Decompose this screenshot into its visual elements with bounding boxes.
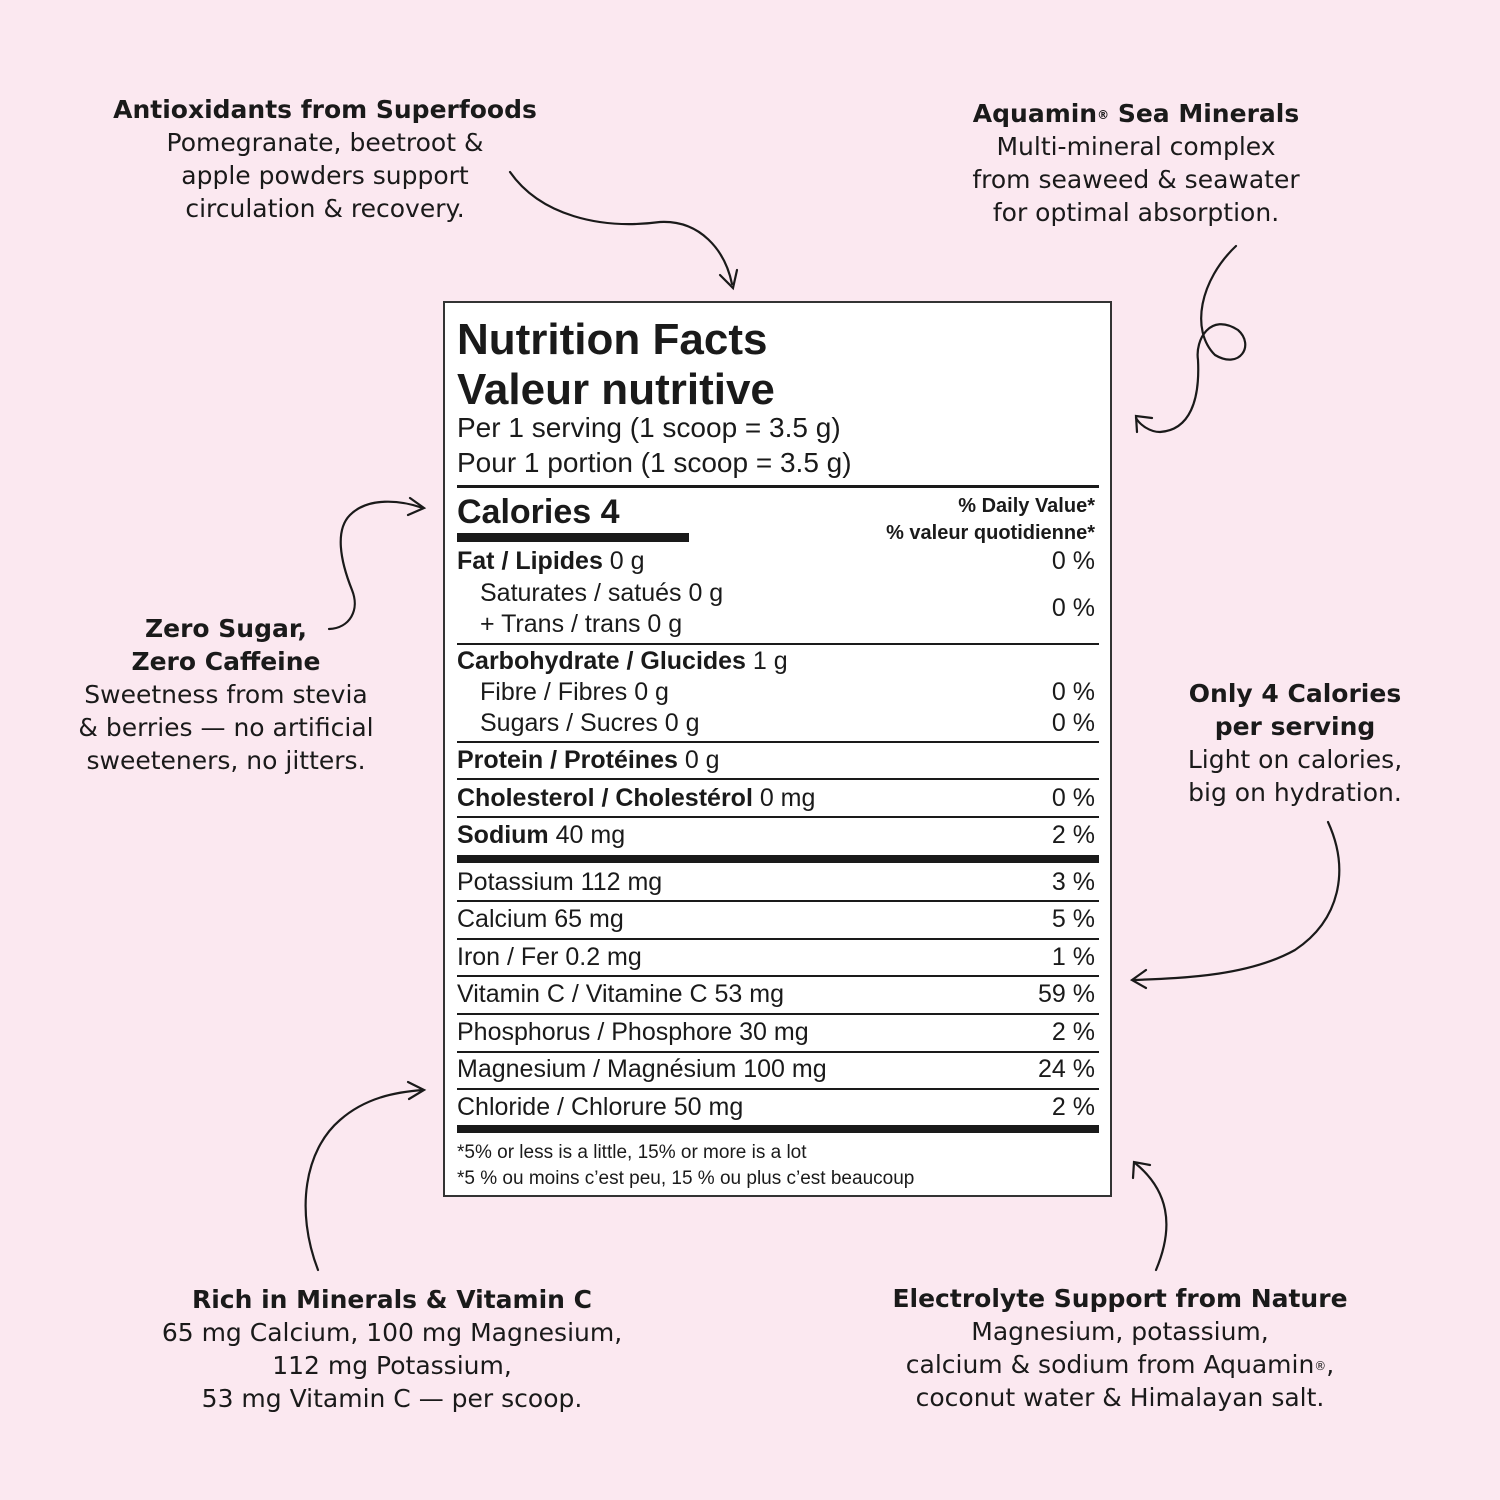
nutrient-amount: 1 g [745,647,788,675]
nutrition-title-en: Nutrition Facts [457,315,768,364]
callout-line: sweeteners, no jitters. [86,746,366,775]
nutrient-pct: 2 % [1051,1093,1095,1121]
arrow-minerals [306,1090,423,1270]
callout-line: coconut water & Himalayan salt. [915,1383,1325,1412]
nutrient-label: Chloride / Chlorure 50 mg [457,1093,744,1121]
arrow-calories [1133,822,1339,980]
divider-thick [457,485,1099,488]
nutrient-pct: 2 % [1051,821,1095,849]
callout-title: Only 4 Calories [1188,679,1402,708]
callout-line-text: calcium & sodium from Aquamin [905,1350,1315,1379]
callout-title: Zero Sugar, [144,614,307,643]
daily-value-header-fr: % valeur quotidienne* [886,522,1095,544]
callout-line: circulation & recovery. [185,194,465,223]
nutrient-pct: 0 % [1051,547,1095,575]
callout-title-rest: Sea Minerals [1109,99,1300,128]
divider [457,643,1099,645]
divider-thick [457,1125,1099,1133]
callout-line: 65 mg Calcium, 100 mg Magnesium, [161,1318,623,1347]
callout-line: Multi-mineral complex [996,132,1276,161]
nutrient-pct: 3 % [1051,868,1095,896]
callout-electrolyte [870,1282,1370,1414]
callout-line: for optimal absorption. [992,198,1280,227]
divider [457,1088,1099,1090]
callout-line: & berries — no artificial [78,713,374,742]
callout-antioxidants [85,93,565,225]
nutrient-pct: 0 % [1051,709,1095,737]
callout-line: 112 mg Potassium, [272,1351,512,1380]
nutrient-pct: 5 % [1051,905,1095,933]
nutrient-label: Sugars / Sucres 0 g [480,709,700,737]
footnote-fr: *5 % ou moins c’est peu, 15 % ou plus c’est beaucoup [457,1168,915,1189]
callout-line: 53 mg Vitamin C — per scoop. [201,1384,583,1413]
divider [457,816,1099,818]
divider [457,975,1099,977]
arrow-zero-sugar [329,502,423,629]
nutrient-label: Fibre / Fibres 0 g [480,678,669,706]
nutrient-label: Potassium 112 mg [457,868,663,896]
callout-line: Sweetness from stevia [84,680,368,709]
callout-zero-sugar [36,612,416,777]
nutrient-name: Sodium [457,821,549,849]
divider [457,938,1099,940]
arrow-aquamin [1136,246,1245,432]
callout-line: from seaweed & seawater [972,165,1300,194]
nutrient-name: Cholesterol / Cholestérol [457,784,753,812]
divider [457,1013,1099,1015]
serving-size-en: Per 1 serving (1 scoop = 3.5 g) [457,412,841,443]
callout-calories [1145,677,1445,809]
nutrient-pct: 0 % [1051,678,1095,706]
callout-title: Zero Caffeine [131,647,321,676]
callout-line-end: , [1326,1350,1335,1379]
divider [457,741,1099,743]
callout-line: Magnesium, potassium, [971,1317,1269,1346]
nutrient-pct: 24 % [1038,1055,1095,1083]
nutrient-name: Carbohydrate / Glucides [457,647,746,675]
nutrient-amount: 0 g [677,746,720,774]
callout-title: Electrolyte Support from Nature [892,1284,1348,1313]
divider [457,778,1099,780]
nutrient-pct: 2 % [1051,1018,1095,1046]
nutrient-label: + Trans / trans 0 g [480,610,683,638]
callout-line: Pomegranate, beetroot & [166,128,484,157]
callout-aquamin [936,97,1336,229]
nutrient-pct: 0 % [1051,784,1095,812]
calories-label: Calories 4 [457,493,620,531]
nutrition-facts-panel [443,301,1112,1197]
callout-line: apple powders support [181,161,469,190]
calories-bar [457,533,689,542]
divider-thick [457,855,1099,863]
nutrition-title-fr: Valeur nutritive [457,365,775,414]
callout-title: Antioxidants from Superfoods [113,95,537,124]
callout-title: Rich in Minerals & Vitamin C [191,1285,593,1314]
nutrient-label: Iron / Fer 0.2 mg [457,943,642,971]
callout-title-brand: Aquamin [972,99,1098,128]
callout-line [870,1348,1370,1381]
nutrient-pct: 59 % [1038,980,1095,1008]
nutrient-label: Saturates / satués 0 g [480,579,724,607]
nutrient-amount: 0 mg [752,784,816,812]
nutrient-pct: 0 % [1051,594,1095,622]
registered-mark: ® [1314,1359,1327,1373]
nutrient-label: Vitamin C / Vitamine C 53 mg [457,980,784,1008]
nutrient-amount: 0 g [602,547,645,575]
callout-line: Light on calories, [1187,745,1403,774]
divider [457,1051,1099,1053]
arrow-electrolyte [1135,1163,1166,1270]
nutrient-name: Fat / Lipides [457,547,603,575]
footnote-en: *5% or less is a little, 15% or more is a lot [457,1142,807,1163]
divider [457,900,1099,902]
nutrient-pct: 1 % [1051,943,1095,971]
nutrient-name: Protein / Protéines [457,746,678,774]
callout-minerals [132,1283,652,1415]
callout-line: big on hydration. [1188,778,1402,807]
nutrient-label: Calcium 65 mg [457,905,624,933]
callout-title [936,97,1336,130]
nutrient-label: Phosphorus / Phosphore 30 mg [457,1018,809,1046]
callout-title: per serving [1214,712,1376,741]
daily-value-header-en: % Daily Value* [958,495,1095,517]
serving-size-fr: Pour 1 portion (1 scoop = 3.5 g) [457,447,852,478]
registered-mark: ® [1097,108,1110,122]
nutrient-amount: 40 mg [548,821,626,849]
nutrient-label: Magnesium / Magnésium 100 mg [457,1055,827,1083]
